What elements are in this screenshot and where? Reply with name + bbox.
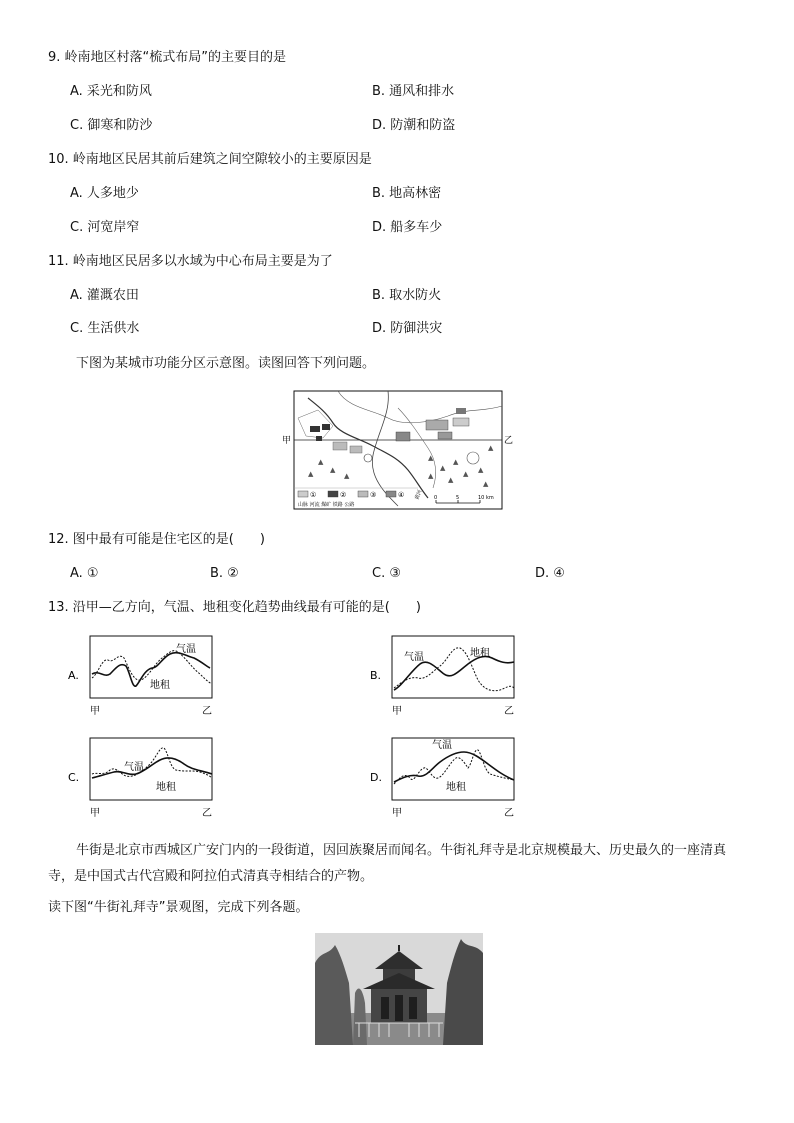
map-zone-1-a [426, 420, 448, 430]
chart-b-end: 乙 [504, 706, 514, 717]
q9-stem: 9. 岭南地区村落“梳式布局”的主要目的是 [48, 50, 287, 65]
scale-label-10: 10 km [478, 495, 494, 501]
chart-c-end: 乙 [202, 808, 212, 819]
chart-d-start: 甲 [392, 808, 402, 819]
q9-option-b: B. 通风和排水 [372, 84, 455, 99]
map-zone-4-a [396, 432, 410, 441]
q9-option-d: D. 防潮和防盗 [372, 118, 456, 133]
map-label-jia: 甲 [282, 436, 292, 446]
q12-stem: 12. 图中最有可能是住宅区的是( ) [48, 532, 265, 547]
chart-c-rent-label: 地租 [156, 782, 176, 793]
passage-niujie: 牛街是北京市西城区广安门内的一段街道，因回族聚居而闻名。牛街礼拜寺是北京规模最大、历史最久的一座清真寺，是中国式古代宫殿和阿拉伯式清真寺相结合的产物。 [48, 843, 727, 884]
svg-text:▲: ▲ [308, 470, 314, 478]
q13-chart-a [64, 632, 224, 718]
q10-stem: 10. 岭南地区民居其前后建筑之间空隙较小的主要原因是 [48, 152, 372, 167]
photo-door-center [395, 995, 403, 1021]
legend-swatch-3 [358, 491, 368, 497]
svg-text:▲: ▲ [463, 470, 469, 478]
q12-option-d: D. ④ [535, 566, 565, 581]
chart-b-frame [392, 636, 514, 698]
scale-label-0: 0 [434, 495, 438, 501]
legend-label-4: ④ [398, 491, 405, 499]
chart-c-start: 甲 [90, 808, 100, 819]
chart-c-temp-label: 气温 [124, 762, 144, 773]
chart-d-option: D. [370, 771, 382, 784]
q11-option-d: D. 防御洪灾 [372, 321, 443, 336]
q13-chart-d [366, 734, 526, 820]
svg-text:▲: ▲ [488, 444, 494, 452]
q10-option-c: C. 河宽岸窄 [70, 220, 140, 235]
chart-d-rent-label: 地租 [446, 782, 466, 793]
photo-door-right [409, 997, 417, 1019]
svg-text:▲: ▲ [483, 480, 489, 488]
photo-intro: 读下图“牛街礼拜寺”景观图，完成下列各题。 [48, 900, 309, 915]
legend-label-3: ③ [370, 491, 377, 499]
map-zone-1-c [438, 432, 452, 439]
map-zone-2-a [310, 426, 320, 432]
chart-d-end: 乙 [504, 808, 514, 819]
map-label-yi: 乙 [504, 436, 514, 446]
chart-b-rent-label: 地租 [470, 648, 490, 659]
chart-a-rent-label: 地租 [150, 680, 170, 691]
q11-option-b: B. 取水防火 [372, 288, 442, 303]
chart-d-temp-label: 气温 [432, 740, 452, 751]
map-zone-2-b [322, 424, 330, 430]
chart-a-option: A. [68, 669, 79, 682]
legend-swatch-1 [298, 491, 308, 497]
niujie-mosque-photo [315, 933, 483, 1045]
q10-option-b: B. 地高林密 [372, 186, 442, 201]
q11-option-c: C. 生活供水 [70, 321, 140, 336]
map-zone-1-b [453, 418, 469, 426]
q12-option-b: B. ② [210, 566, 239, 581]
map-zone-2-c [316, 436, 322, 441]
legend-label-2: ② [340, 491, 347, 499]
q11-stem: 11. 岭南地区民居多以水域为中心布局主要是为了 [48, 254, 333, 269]
map-river-label: 黄河 [414, 489, 424, 501]
chart-c-option: C. [68, 771, 80, 784]
chart-b-option: B. [370, 669, 382, 682]
q10-option-d: D. 船多车少 [372, 220, 443, 235]
svg-text:▲: ▲ [344, 472, 350, 480]
q12-option-c: C. ③ [372, 566, 401, 581]
chart-a-end: 乙 [202, 706, 212, 717]
svg-text:▲: ▲ [440, 464, 446, 472]
city-map-intro: 下图为某城市功能分区示意图。读图回答下列问题。 [76, 356, 376, 371]
map-zone-mine [456, 408, 466, 414]
svg-text:▲: ▲ [478, 466, 484, 474]
legend-row-2: 山脉 河流 煤矿 铁路 公路 [298, 502, 355, 508]
svg-text:▲: ▲ [330, 466, 336, 474]
svg-text:▲: ▲ [453, 458, 459, 466]
svg-text:▲: ▲ [428, 472, 434, 480]
scale-label-5: 5 [456, 495, 460, 501]
photo-door-left [381, 997, 389, 1019]
chart-b-start: 甲 [392, 706, 402, 717]
q13-chart-c [64, 734, 224, 820]
map-zone-3-a [333, 442, 347, 450]
legend-swatch-2 [328, 491, 338, 497]
q13-stem: 13. 沿甲—乙方向，气温、地租变化趋势曲线最有可能的是( ) [48, 600, 421, 615]
chart-b-temp-label: 气温 [404, 652, 424, 663]
legend-swatch-4 [386, 491, 396, 497]
legend-label-1: ① [310, 491, 317, 499]
chart-a-start: 甲 [90, 706, 100, 717]
q12-option-a: A. ① [70, 566, 99, 581]
svg-text:▲: ▲ [318, 458, 324, 466]
q13-chart-b [366, 632, 526, 718]
svg-text:▲: ▲ [428, 454, 434, 462]
map-zone-3-b [350, 446, 362, 453]
city-map-figure [278, 388, 514, 512]
q10-option-a: A. 人多地少 [70, 186, 139, 201]
chart-a-temp-label: 气温 [176, 644, 196, 655]
q11-option-a: A. 灌溉农田 [70, 288, 139, 303]
q9-option-a: A. 采光和防风 [70, 84, 152, 99]
svg-text:▲: ▲ [448, 476, 454, 484]
q9-option-c: C. 御寒和防沙 [70, 118, 153, 133]
